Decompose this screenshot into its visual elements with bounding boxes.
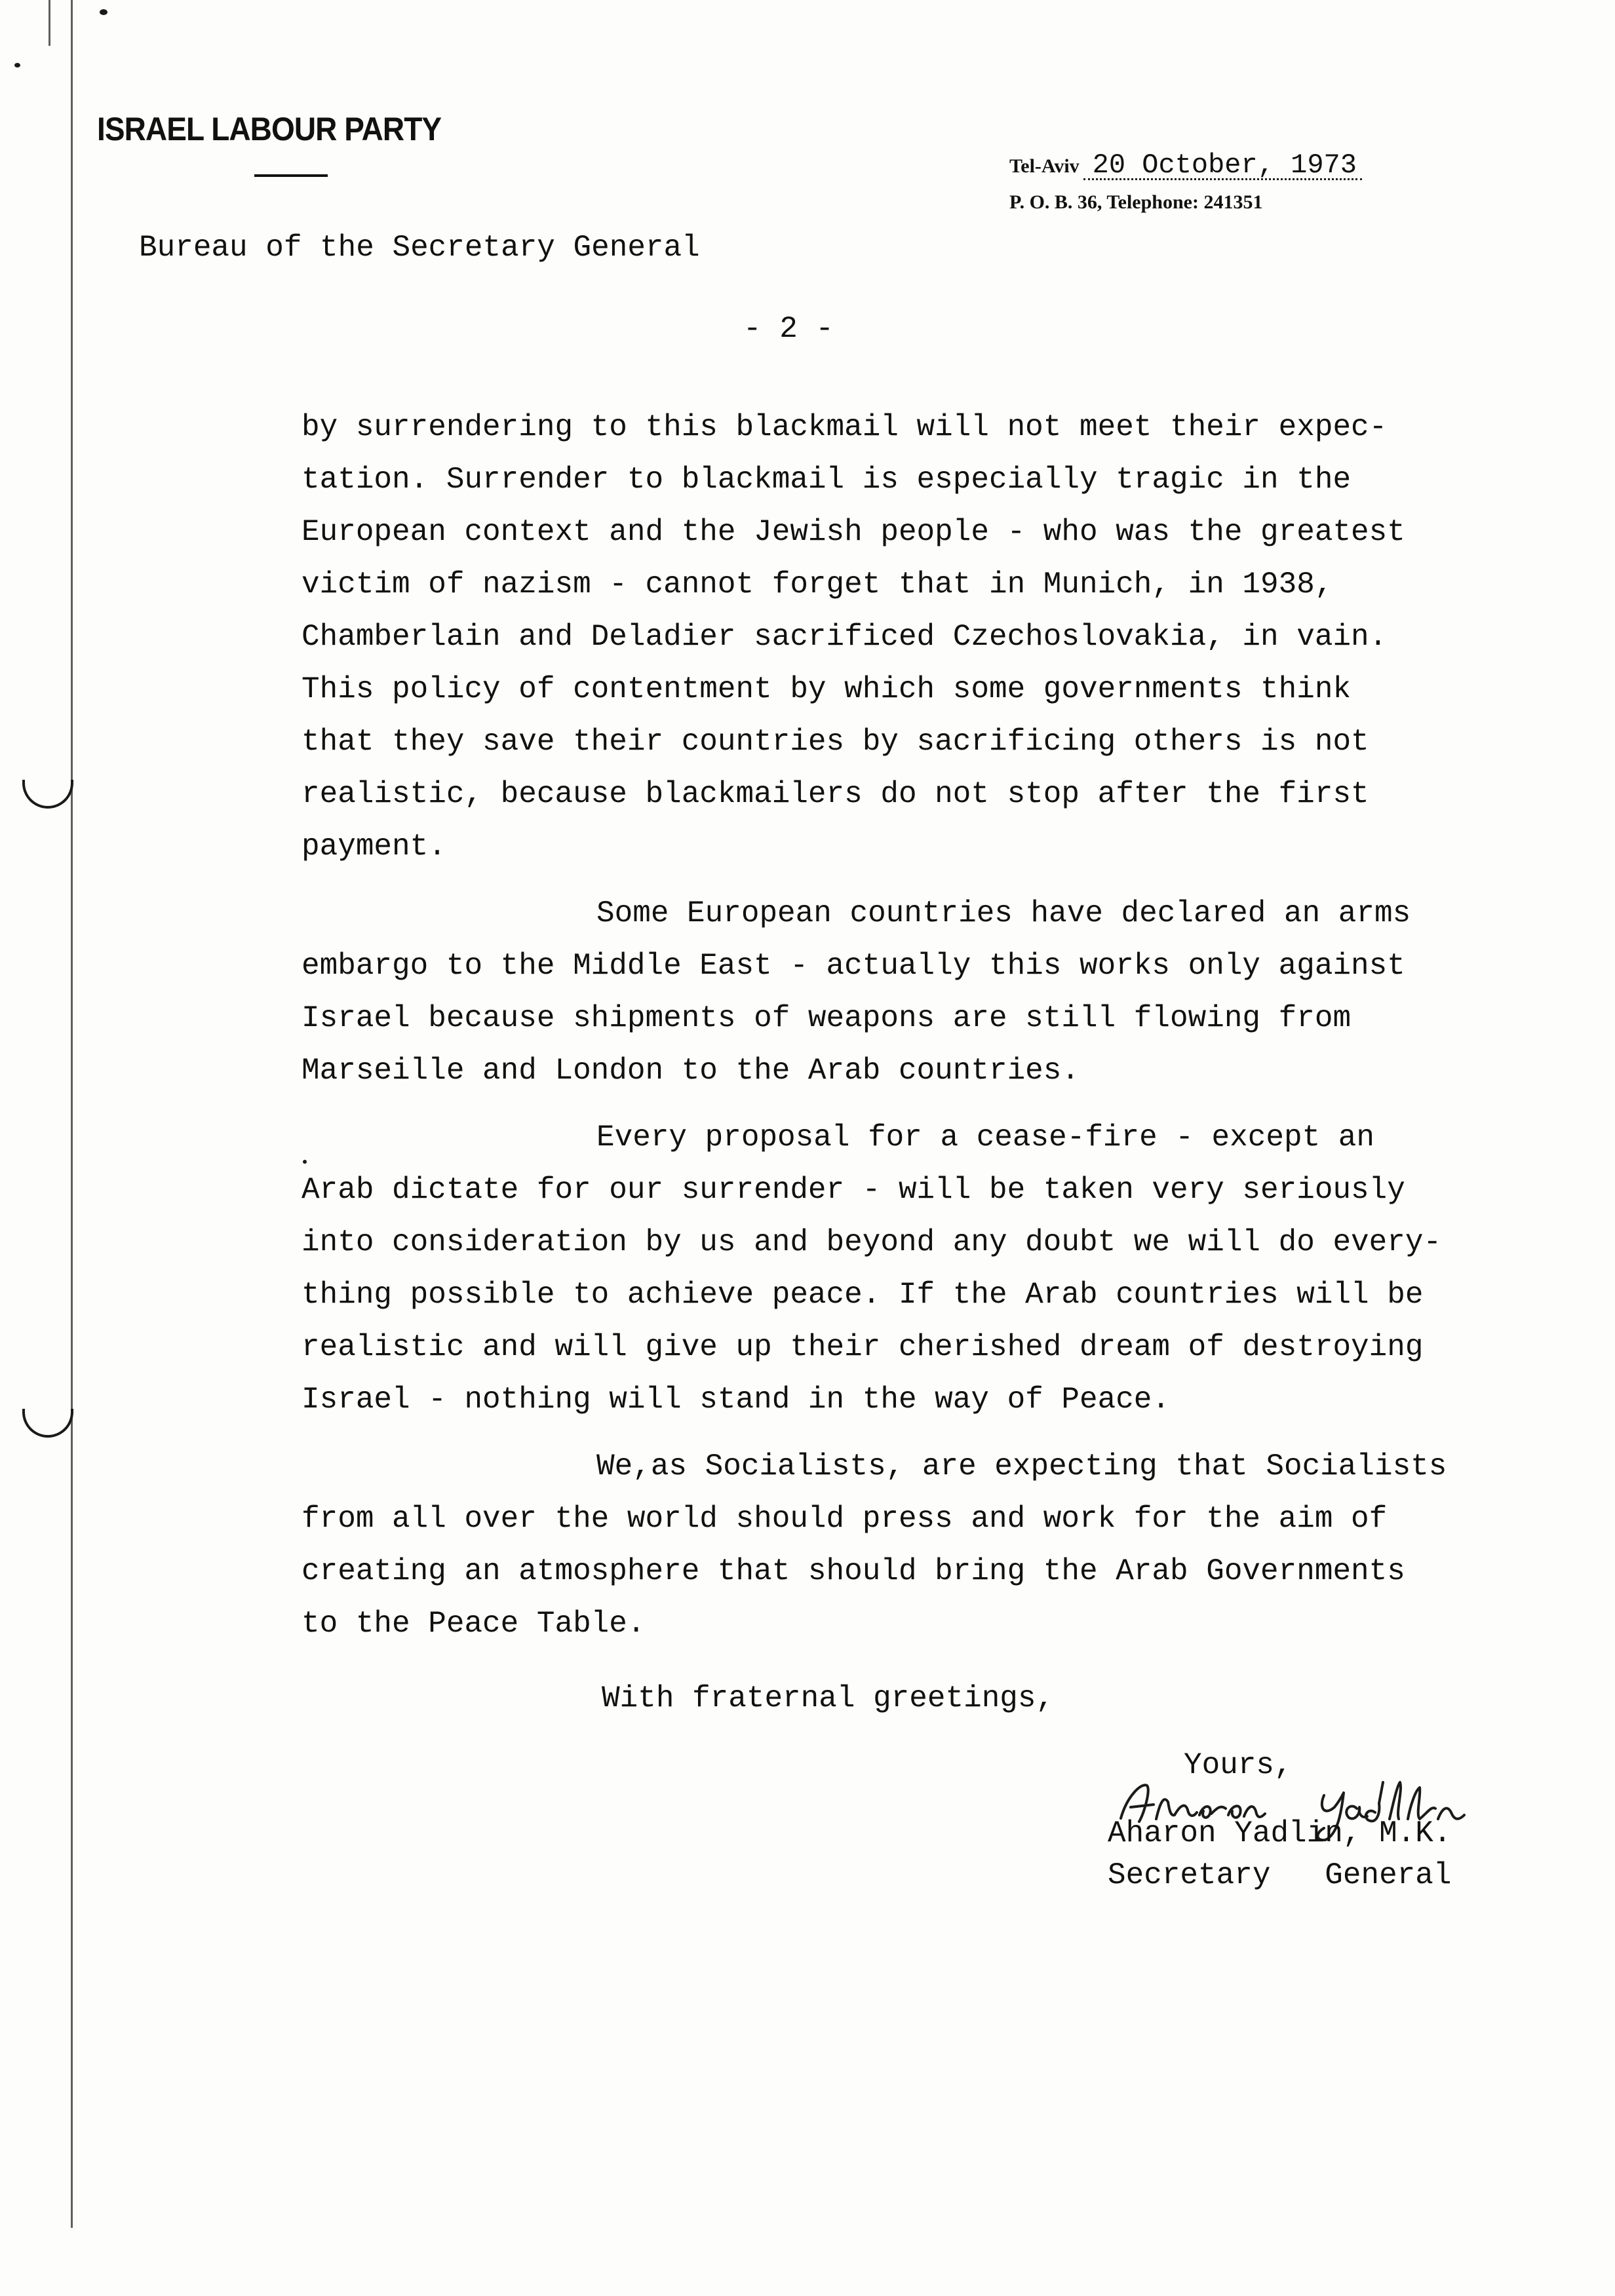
organization-name: ISRAEL LABOUR PARTY [97, 111, 442, 147]
punch-hole-mark [22, 780, 73, 809]
dateline [1009, 149, 1362, 181]
page-number: - 2 - [743, 312, 834, 346]
body-paragraph: by surrendering to this blackmail will not meet their expec- tation. Surrender to blackmail is especially tragic in the European context and the Jewish people - who was the greatest victim of nazism - cannot forget that in Munich, in 1938, Chamberlain and Deladier sacrificed Czechoslovakia, in vain. This policy of contentment by which some governments think that they save their countries by sacrificing others is not realistic, because blackmailers do not stop after the first payment. [302, 410, 1405, 864]
ink-speck [14, 63, 20, 67]
punch-hole-mark [22, 1409, 73, 1438]
signatory-title: Secretary General [1108, 1858, 1452, 1892]
letter-date: 20 October, 1973 [1083, 152, 1362, 180]
letterhead-rule [254, 174, 328, 177]
complimentary-close: Yours, [1184, 1748, 1293, 1782]
ink-speck [100, 9, 107, 15]
scan-edge-mark [49, 0, 50, 46]
body-paragraph: Every proposal for a cease-fire - except an Arab dictate for our surrender - will be taken very seriously into consideration by us and beyond any doubt we will do every- thing possible to achieve peace. If the Arab countries will be realistic and will give up their cherished dream of destroying Israel - nothing will stand in the way of Peace. [302, 1120, 1442, 1417]
body-paragraph: Some European countries have declared an arms embargo to the Middle East - actually this works only against Israel because shipments of weapons are still flowing from Marseille and London to the Arab countries. [302, 896, 1411, 1088]
bureau-line: Bureau of the Secretary General [139, 231, 700, 265]
letter-body [302, 401, 1547, 1650]
city-label: Tel-Aviv [1009, 155, 1080, 177]
body-paragraph: We,as Socialists, are expecting that Socialists from all over the world should press and work for the aim of creating an atmosphere that should bring the Arab Governments to the Peace Table. [302, 1449, 1447, 1641]
closing-greeting: With fraternal greetings, [602, 1681, 1055, 1715]
signatory-name: Aharon Yadlin, M.K. [1108, 1816, 1452, 1850]
postal-box-telephone: P. O. B. 36, Telephone: 241351 [1009, 191, 1263, 213]
scan-margin-line [71, 0, 73, 2228]
